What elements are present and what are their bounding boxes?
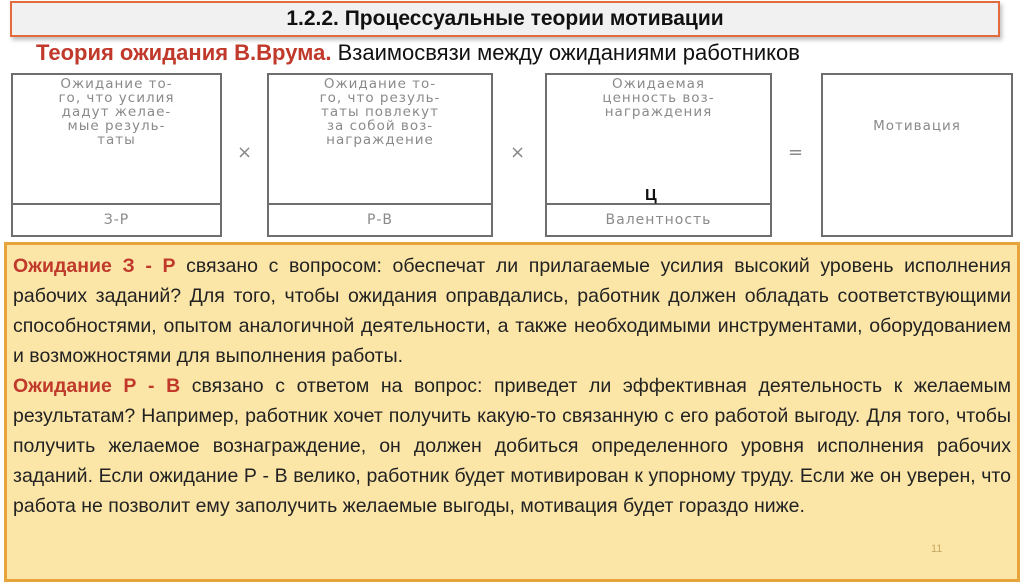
- slide-subtitle: [36, 40, 1006, 66]
- paragraph-text: связано с ответом на вопрос: приведет ли эффективная деятельность к желаемым результатам? Например, работник хочет получить какую-то связанную с его работой выгоду. Для того, чтобы получить желаемое вознаграждение, он должен добиться определенного уровня исполнения рабочих заданий. Если ожидание Р - В велико, работник будет мотивирован к упорному труду. Если же он уверен, что работа не позволит ему заполучить желаемые выгоды, мотивация будет гораздо ниже.: [13, 375, 1011, 517]
- paragraph-text: связано с вопросом: обеспечат ли прилагаемые усилия высокий уровень исполнения рабочих заданий? Для того, чтобы ожидания оправдались, работник должен обладать соответствующими способностями, опытом аналогичной деятельности, а также необходимыми инструментами, оборудованием и возможностями для выполнения работы.: [13, 255, 1011, 367]
- term-label: Ожидание Р - В: [13, 375, 181, 397]
- slide-title: 1.2.2. Процессуальные теории мотивации: [10, 1, 1000, 37]
- diagram-box-result-reward: [267, 73, 493, 237]
- subtitle-highlight: Теория ожидания В.Врума.: [36, 40, 332, 65]
- expectancy-diagram: [0, 70, 1024, 242]
- diagram-box-effort-result: [11, 73, 222, 237]
- paragraph-result-reward: [13, 371, 1011, 521]
- diagram-box-motivation: [821, 73, 1013, 237]
- multiply-operator: ×: [510, 142, 526, 163]
- diagram-extra-label: Ц: [645, 187, 657, 204]
- diagram-box-footer: Р-В: [269, 203, 491, 235]
- page-number: 11: [931, 543, 943, 555]
- diagram-box-footer: Валентность: [547, 203, 770, 235]
- diagram-box-text: Ожидаемая ценность воз- награждения: [602, 76, 715, 120]
- multiply-operator: ×: [237, 142, 253, 163]
- explanation-panel: [4, 242, 1020, 582]
- paragraph-effort-result: [13, 251, 1011, 371]
- diagram-box-text: Мотивация: [873, 118, 961, 134]
- subtitle-rest: Взаимосвязи между ожиданиями работников: [331, 40, 800, 65]
- term-label: Ожидание З - Р: [13, 255, 176, 277]
- equals-operator: =: [788, 142, 804, 163]
- diagram-box-text: Ожидание то- го, что резуль- таты повлекут за собой воз- награждение: [319, 76, 441, 148]
- diagram-box-text: Ожидание то- го, что усилия дадут желае- мые резуль- таты: [58, 76, 175, 148]
- diagram-box-valence: [545, 73, 772, 237]
- diagram-box-footer: З-Р: [13, 203, 220, 235]
